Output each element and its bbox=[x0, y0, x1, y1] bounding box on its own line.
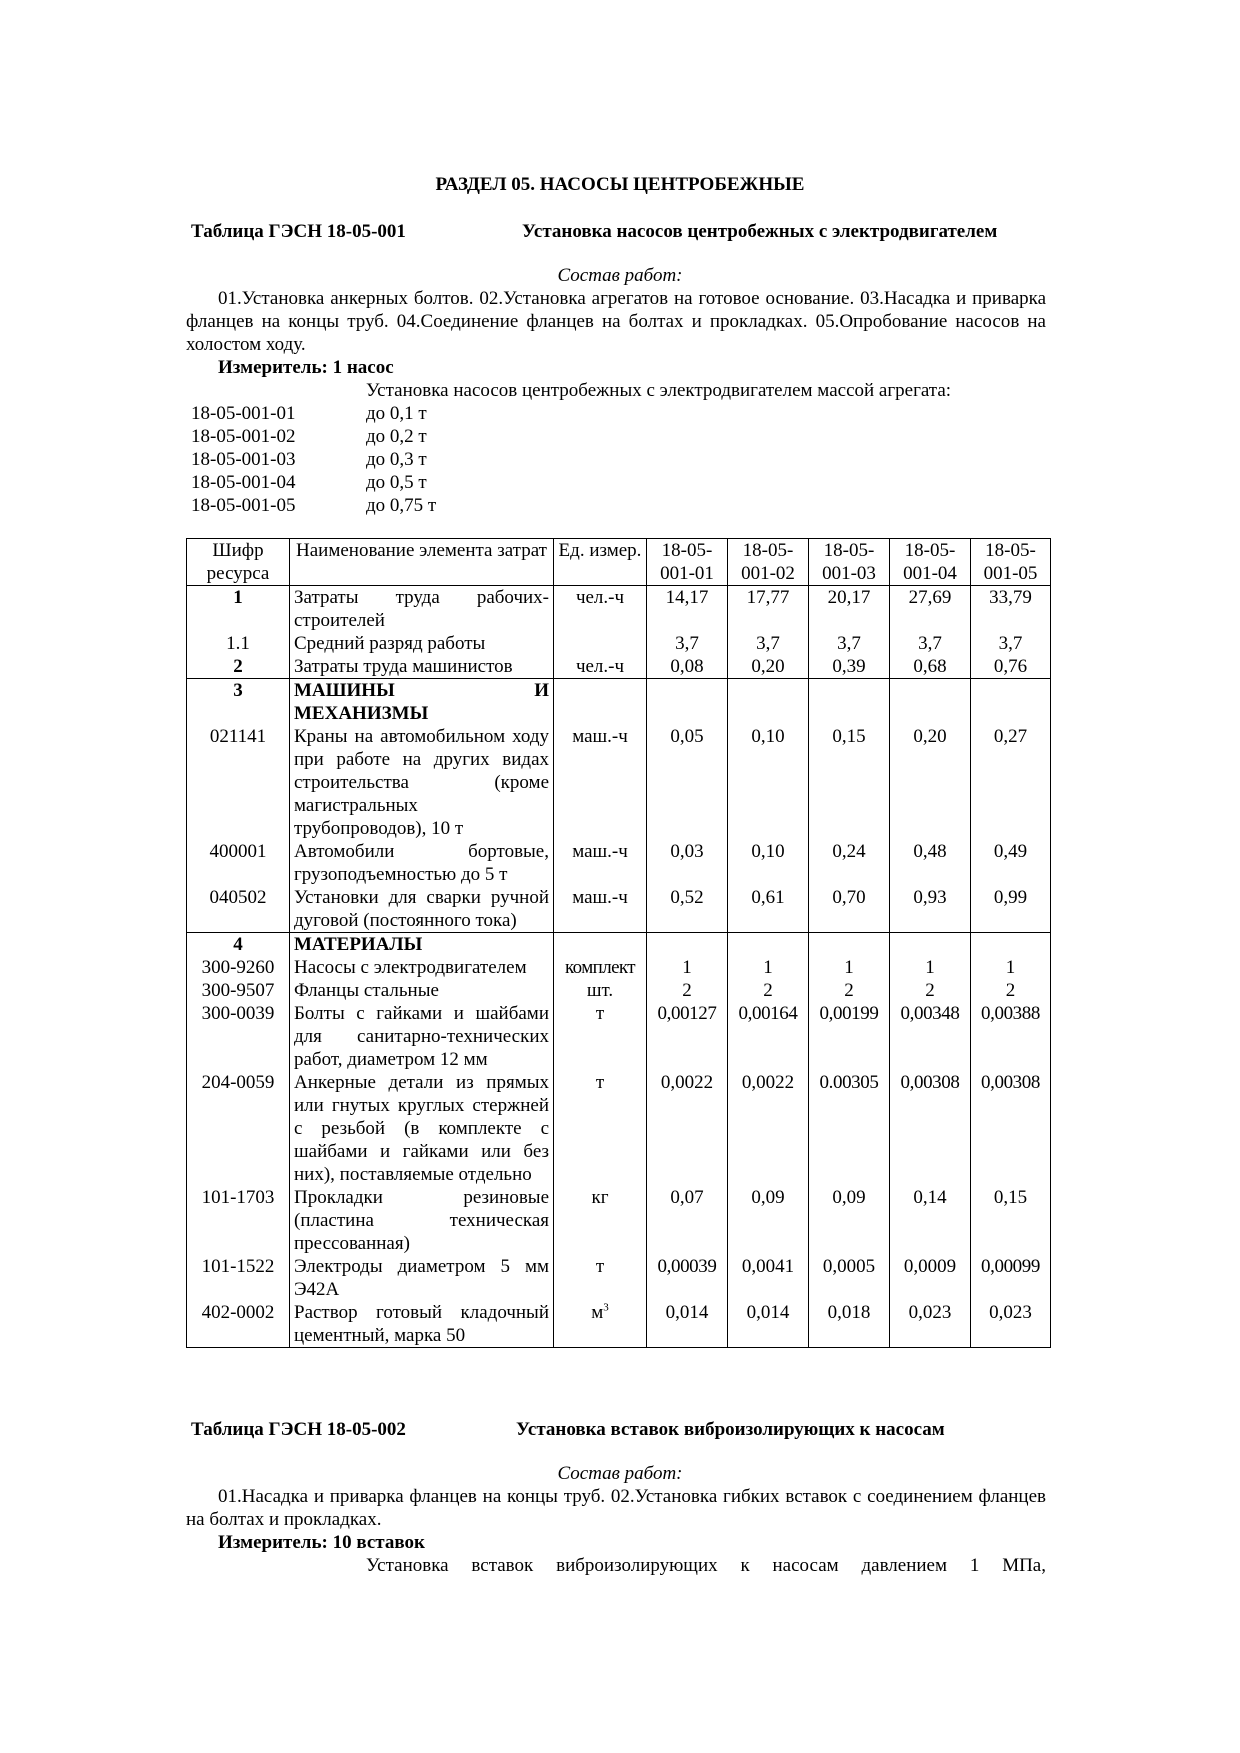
cell-value: 0,09 bbox=[728, 1186, 809, 1255]
table-row bbox=[187, 632, 1051, 655]
cell-value: 0,0009 bbox=[890, 1255, 971, 1301]
table2-measure: Измеритель: 10 вставок bbox=[218, 1532, 425, 1553]
cell-resource-code: 300-9260 bbox=[187, 956, 290, 979]
cell-unit-text: маш.-ч bbox=[572, 887, 628, 908]
cell-value: 0,00039 bbox=[647, 1255, 728, 1301]
cell-value: 0,48 bbox=[890, 840, 971, 886]
cell-value: 27,69 bbox=[890, 586, 971, 633]
cell-value: 0.00305 bbox=[809, 1071, 890, 1186]
cell-value: 0,49 bbox=[971, 840, 1051, 886]
table1-title: Установка насосов центробежных с электродвигателем bbox=[522, 221, 998, 242]
table-row bbox=[187, 725, 1051, 840]
table-row bbox=[187, 1002, 1051, 1071]
table1-label: Таблица ГЭСН 18-05-001 bbox=[191, 221, 406, 242]
table-row bbox=[187, 1186, 1051, 1255]
code-list-item bbox=[191, 402, 791, 425]
cell-value: 0,00348 bbox=[890, 1002, 971, 1071]
cell-element-name: Фланцы стальные bbox=[290, 979, 554, 1002]
cell-unit-text: комплект bbox=[565, 957, 635, 978]
cell-value: 0,99 bbox=[971, 886, 1051, 933]
table-row bbox=[187, 679, 1051, 726]
cell-unit-text: м bbox=[591, 1302, 604, 1323]
cell-value bbox=[809, 933, 890, 957]
code-list-value: до 0,1 т bbox=[366, 403, 427, 424]
cell-element-name: Болты с гайками и шайбами для санитарно-технических работ, диаметром 12 мм bbox=[290, 1002, 554, 1071]
table-row bbox=[187, 586, 1051, 633]
cell-value: 0,27 bbox=[971, 725, 1051, 840]
cell-value: 3,7 bbox=[809, 632, 890, 655]
code-list-item bbox=[191, 448, 791, 471]
cell-unit-text: шт. bbox=[586, 980, 614, 1001]
cell-resource-code: 1.1 bbox=[187, 632, 290, 655]
cell-value bbox=[647, 933, 728, 957]
cell-value: 0,00308 bbox=[971, 1071, 1051, 1186]
cell-value: 0,0022 bbox=[728, 1071, 809, 1186]
cell-value: 0,00199 bbox=[809, 1002, 890, 1071]
cell-element-name: Прокладки резиновые (пластина техническая прессованная) bbox=[290, 1186, 554, 1255]
cell-value: 0,68 bbox=[890, 655, 971, 679]
cell-unit bbox=[554, 655, 647, 679]
cell-resource-code: 040502 bbox=[187, 886, 290, 933]
cell-value bbox=[971, 679, 1051, 726]
cell-unit bbox=[554, 979, 647, 1002]
header-col-05: 18-05-001-05 bbox=[971, 539, 1051, 586]
cell-unit-superscript: 3 bbox=[603, 1301, 609, 1314]
cell-value: 0,14 bbox=[890, 1186, 971, 1255]
cell-unit bbox=[554, 586, 647, 633]
cell-value: 14,17 bbox=[647, 586, 728, 633]
cell-value: 17,77 bbox=[728, 586, 809, 633]
cell-element-name: Средний разряд работы bbox=[290, 632, 554, 655]
cell-element-name: МАШИНЫ И МЕХАНИЗМЫ bbox=[290, 679, 554, 726]
cell-value: 1 bbox=[728, 956, 809, 979]
cell-element-name: Затраты труда рабочих-строителей bbox=[290, 586, 554, 633]
cell-element-name: Анкерные детали из прямых или гнутых круглых стержней с резьбой (в комплекте с шайбами и гайками или без них), поставляемые отдельно bbox=[290, 1071, 554, 1186]
cell-unit-text: маш.-ч bbox=[572, 841, 628, 862]
cell-resource-code: 300-9507 bbox=[187, 979, 290, 1002]
cell-value: 0,93 bbox=[890, 886, 971, 933]
cell-unit-text: т bbox=[595, 1256, 605, 1277]
table2-composition-heading: Состав работ: bbox=[557, 1463, 683, 1484]
cell-unit-text: чел.-ч bbox=[575, 656, 625, 677]
header-resource-code: Шифр ресурса bbox=[187, 539, 290, 586]
cell-value: 2 bbox=[647, 979, 728, 1002]
cell-value: 0,023 bbox=[890, 1301, 971, 1348]
cell-value: 0,03 bbox=[647, 840, 728, 886]
cell-value: 0,10 bbox=[728, 840, 809, 886]
cell-element-name: Электроды диаметром 5 мм Э42А bbox=[290, 1255, 554, 1301]
cell-value bbox=[971, 933, 1051, 957]
cell-value: 2 bbox=[971, 979, 1051, 1002]
cell-value: 0,05 bbox=[647, 725, 728, 840]
table-header-row bbox=[187, 539, 1051, 586]
cell-element-name: МАТЕРИАЛЫ bbox=[290, 933, 554, 957]
cell-element-name: Раствор готовый кладочный цементный, марка 50 bbox=[290, 1301, 554, 1348]
cell-value: 0,0022 bbox=[647, 1071, 728, 1186]
cell-value: 0,15 bbox=[809, 725, 890, 840]
header-col-03: 18-05-001-03 bbox=[809, 539, 890, 586]
cell-resource-code: 3 bbox=[187, 679, 290, 726]
code-list-code: 18-05-001-03 bbox=[191, 449, 296, 470]
cell-value bbox=[890, 679, 971, 726]
code-list-item bbox=[191, 471, 791, 494]
cell-element-name: Насосы с электродвигателем bbox=[290, 956, 554, 979]
code-list-code: 18-05-001-04 bbox=[191, 472, 296, 493]
header-col-04: 18-05-001-04 bbox=[890, 539, 971, 586]
table-row bbox=[187, 655, 1051, 679]
cell-value: 3,7 bbox=[647, 632, 728, 655]
cell-unit-text: чел.-ч bbox=[575, 587, 625, 608]
cell-resource-code: 4 bbox=[187, 933, 290, 957]
cell-value: 0,00099 bbox=[971, 1255, 1051, 1301]
cell-resource-code: 2 bbox=[187, 655, 290, 679]
cell-value: 1 bbox=[890, 956, 971, 979]
cell-value: 0,15 bbox=[971, 1186, 1051, 1255]
code-list-value: до 0,75 т bbox=[366, 495, 437, 516]
cell-resource-code: 400001 bbox=[187, 840, 290, 886]
resource-table bbox=[186, 538, 1051, 1348]
cell-value: 0,023 bbox=[971, 1301, 1051, 1348]
header-col-02: 18-05-001-02 bbox=[728, 539, 809, 586]
cell-element-name: Установки для сварки ручной дуговой (постоянного тока) bbox=[290, 886, 554, 933]
cell-value: 2 bbox=[728, 979, 809, 1002]
cell-value: 0,014 bbox=[728, 1301, 809, 1348]
table-row bbox=[187, 1255, 1051, 1301]
cell-unit bbox=[554, 1071, 647, 1186]
cell-resource-code: 204-0059 bbox=[187, 1071, 290, 1186]
cell-element-name: Затраты труда машинистов bbox=[290, 655, 554, 679]
cell-value: 0,20 bbox=[890, 725, 971, 840]
table-row bbox=[187, 979, 1051, 1002]
cell-value: 0,52 bbox=[647, 886, 728, 933]
table-row bbox=[187, 1071, 1051, 1186]
cell-value: 0,0041 bbox=[728, 1255, 809, 1301]
cell-value: 1 bbox=[809, 956, 890, 979]
cell-unit-text: маш.-ч bbox=[572, 726, 628, 747]
table2-composition-text: 01.Насадка и приварка фланцев на концы труб. 02.Установка гибких вставок с соединением фланцев на болтах и прокладках. bbox=[186, 1486, 1046, 1530]
cell-unit-text: т bbox=[595, 1072, 605, 1093]
cell-value: 20,17 bbox=[809, 586, 890, 633]
cell-unit bbox=[554, 1002, 647, 1071]
cell-resource-code: 1 bbox=[187, 586, 290, 633]
cell-value: 2 bbox=[890, 979, 971, 1002]
table-row bbox=[187, 933, 1051, 957]
table-row bbox=[187, 840, 1051, 886]
table2-title: Установка вставок виброизолирующих к насосам bbox=[516, 1419, 945, 1440]
cell-resource-code: 101-1522 bbox=[187, 1255, 290, 1301]
cell-unit bbox=[554, 1301, 647, 1348]
code-list-value: до 0,3 т bbox=[366, 449, 427, 470]
table-row bbox=[187, 1301, 1051, 1348]
cell-value: 3,7 bbox=[971, 632, 1051, 655]
cell-value: 0,014 bbox=[647, 1301, 728, 1348]
cell-value: 0,00127 bbox=[647, 1002, 728, 1071]
cell-unit bbox=[554, 1186, 647, 1255]
cell-value: 0,61 bbox=[728, 886, 809, 933]
cell-value: 3,7 bbox=[890, 632, 971, 655]
cell-unit bbox=[554, 956, 647, 979]
cell-resource-code: 300-0039 bbox=[187, 1002, 290, 1071]
cell-value bbox=[647, 679, 728, 726]
table-row bbox=[187, 886, 1051, 933]
table1-subtitle: Установка насосов центробежных с электродвигателем массой агрегата: bbox=[366, 380, 952, 401]
table2-label: Таблица ГЭСН 18-05-002 bbox=[191, 1419, 406, 1440]
table1-composition-text: 01.Установка анкерных болтов. 02.Установка агрегатов на готовое основание. 03.Насадка и приварка фланцев на концы труб. 04.Соединение фланцев на болтах и прокладках. 05.Опробование насосов на холостом ходу. bbox=[186, 288, 1046, 355]
cell-value: 33,79 bbox=[971, 586, 1051, 633]
cell-value bbox=[728, 933, 809, 957]
cell-value: 0,08 bbox=[647, 655, 728, 679]
cell-value: 1 bbox=[647, 956, 728, 979]
cell-unit-text: кг bbox=[591, 1187, 609, 1208]
table-row bbox=[187, 956, 1051, 979]
cell-value: 0,0005 bbox=[809, 1255, 890, 1301]
cell-value: 0,20 bbox=[728, 655, 809, 679]
code-list-item bbox=[191, 425, 791, 448]
cell-value: 0,00388 bbox=[971, 1002, 1051, 1071]
section-title: РАЗДЕЛ 05. НАСОСЫ ЦЕНТРОБЕЖНЫЕ bbox=[435, 174, 805, 195]
table2-subtitle: Установка вставок виброизолирующих к насосам давлением 1 МПа, bbox=[366, 1555, 1046, 1576]
cell-unit bbox=[554, 933, 647, 957]
table1-code-list bbox=[191, 402, 791, 517]
table1-measure: Измеритель: 1 насос bbox=[218, 357, 394, 378]
cell-unit-text: т bbox=[595, 1003, 605, 1024]
cell-element-name: Краны на автомобильном ходу при работе на других видах строительства (кроме магистральных трубопроводов), 10 т bbox=[290, 725, 554, 840]
cell-unit bbox=[554, 725, 647, 840]
code-list-value: до 0,5 т bbox=[366, 472, 427, 493]
table-body bbox=[187, 586, 1051, 1348]
cell-value: 3,7 bbox=[728, 632, 809, 655]
cell-unit bbox=[554, 679, 647, 726]
cell-value: 0,00308 bbox=[890, 1071, 971, 1186]
header-unit: Ед. измер. bbox=[554, 539, 647, 586]
cell-resource-code: 101-1703 bbox=[187, 1186, 290, 1255]
header-col-01: 18-05-001-01 bbox=[647, 539, 728, 586]
cell-value: 0,09 bbox=[809, 1186, 890, 1255]
code-list-code: 18-05-001-01 bbox=[191, 403, 296, 424]
cell-value: 0,70 bbox=[809, 886, 890, 933]
code-list-code: 18-05-001-05 bbox=[191, 495, 296, 516]
cell-value: 2 bbox=[809, 979, 890, 1002]
cell-unit bbox=[554, 632, 647, 655]
cell-value: 0,39 bbox=[809, 655, 890, 679]
cell-value bbox=[890, 933, 971, 957]
code-list-value: до 0,2 т bbox=[366, 426, 427, 447]
cell-unit bbox=[554, 886, 647, 933]
code-list-item bbox=[191, 494, 791, 517]
cell-value: 0,018 bbox=[809, 1301, 890, 1348]
cell-element-name: Автомобили бортовые, грузоподъемностью до 5 т bbox=[290, 840, 554, 886]
cell-unit bbox=[554, 840, 647, 886]
cell-value: 1 bbox=[971, 956, 1051, 979]
cell-value: 0,10 bbox=[728, 725, 809, 840]
code-list-code: 18-05-001-02 bbox=[191, 426, 296, 447]
cell-unit bbox=[554, 1255, 647, 1301]
header-element-name: Наименование элемента затрат bbox=[290, 539, 554, 586]
cell-value: 0,76 bbox=[971, 655, 1051, 679]
table1-composition-heading: Состав работ: bbox=[557, 265, 683, 286]
cell-value: 0,07 bbox=[647, 1186, 728, 1255]
cell-value bbox=[809, 679, 890, 726]
cell-resource-code: 021141 bbox=[187, 725, 290, 840]
cell-resource-code: 402-0002 bbox=[187, 1301, 290, 1348]
cell-value: 0,00164 bbox=[728, 1002, 809, 1071]
cell-value: 0,24 bbox=[809, 840, 890, 886]
cell-value bbox=[728, 679, 809, 726]
